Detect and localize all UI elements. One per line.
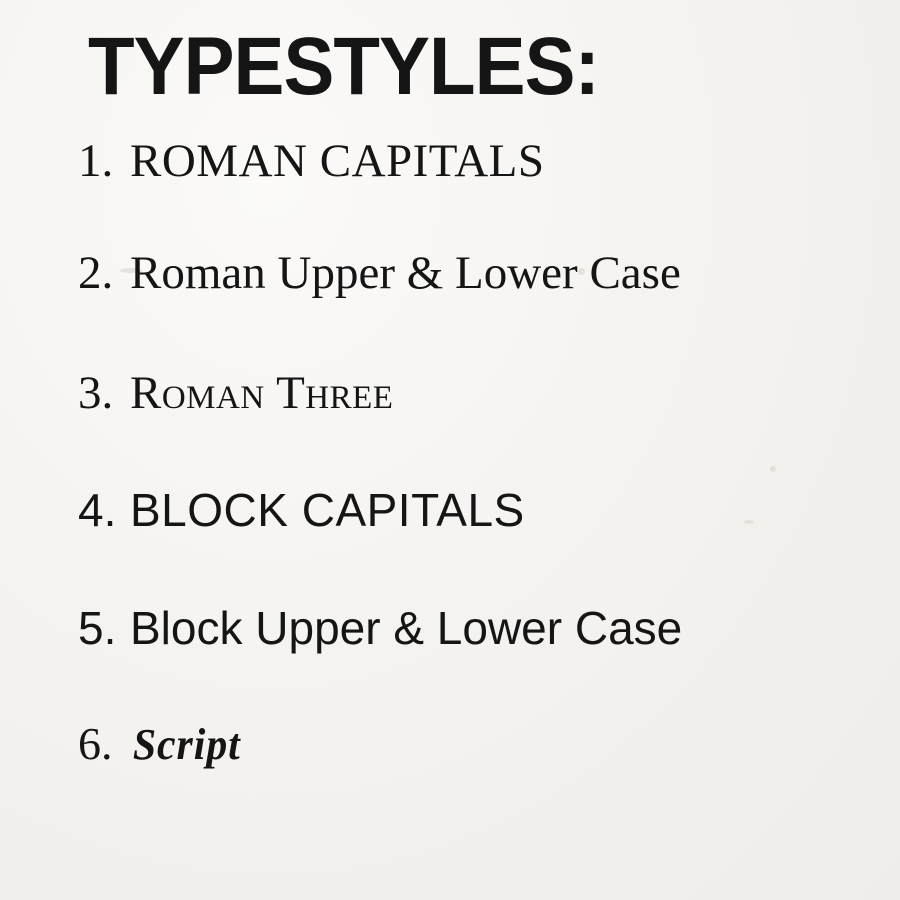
page-title: TYPESTYLES: <box>88 21 599 112</box>
typestyles-list <box>78 134 870 770</box>
list-item-number: 1. <box>78 135 114 187</box>
list-item <box>78 601 870 717</box>
list-item-label: ROMAN CAPITALS <box>130 135 545 187</box>
list-item-label: Roman Three <box>130 367 394 419</box>
list-item-number: 4. <box>78 484 117 536</box>
list-item <box>78 246 870 366</box>
list-item-label: Script <box>132 720 241 769</box>
list-item-label: Block Upper & Lower Case <box>130 602 683 654</box>
list-item <box>78 717 870 770</box>
list-item-label: BLOCK CAPITALS <box>130 484 525 536</box>
list-item-label: Roman Upper & Lower Case <box>130 247 681 299</box>
list-item <box>78 483 870 601</box>
list-item <box>78 366 870 483</box>
list-item-number: 3. <box>78 367 114 419</box>
list-item <box>78 134 870 246</box>
list-item-number: 2. <box>78 247 114 299</box>
list-item-number: 5. <box>78 602 117 654</box>
list-item-number: 6. <box>78 718 113 769</box>
